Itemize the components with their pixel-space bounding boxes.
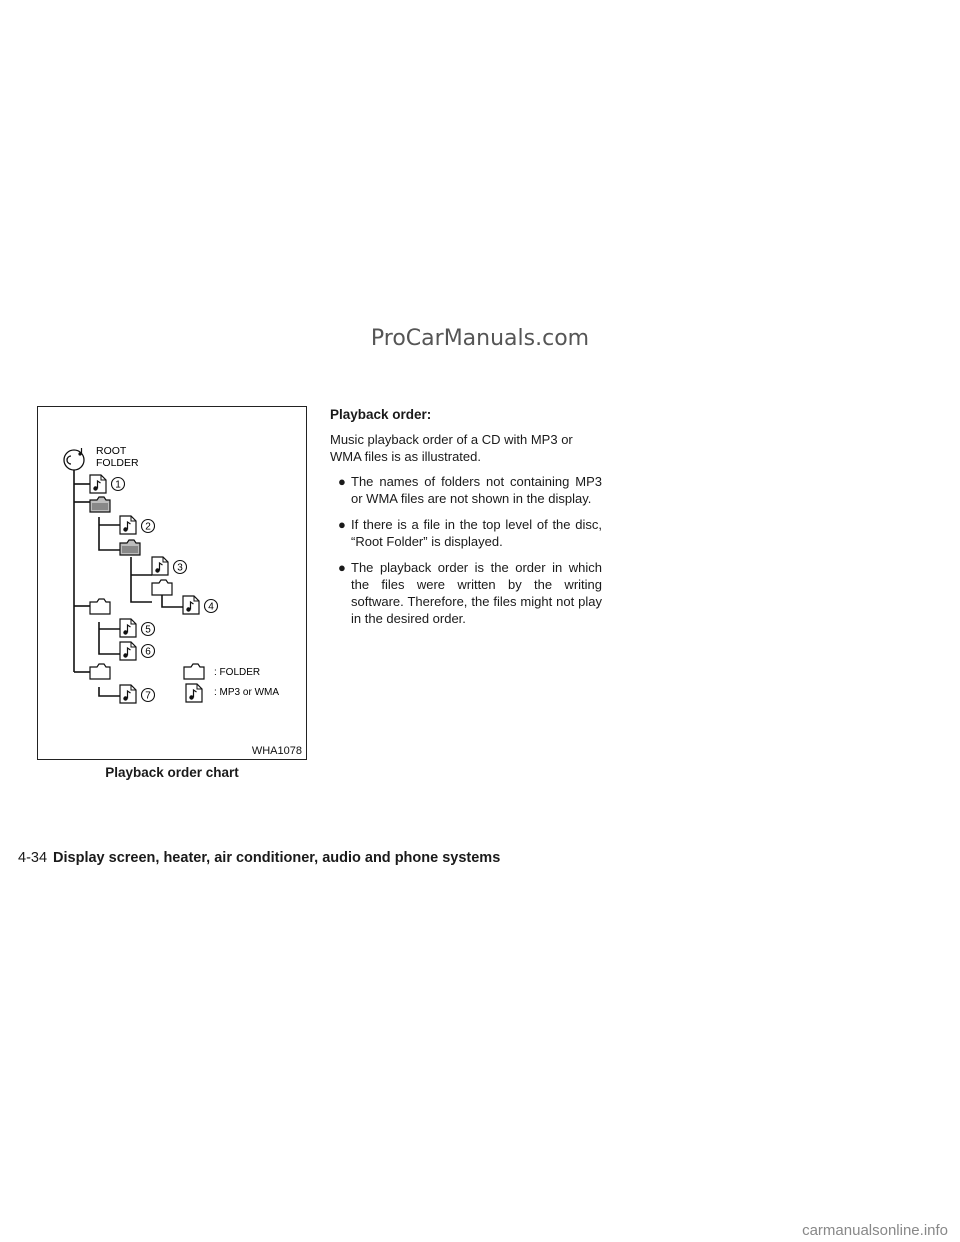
mp3-file-icon <box>120 516 136 534</box>
list-item-text: The names of folders not containing MP3 or WMA files are not shown in the display. <box>351 474 602 506</box>
mp3-file-icon <box>120 642 136 660</box>
list-item-text: The playback order is the order in which the files were written by the writing software. Therefore, the files might not play in the desired order. <box>351 560 602 626</box>
figure-caption: Playback order chart <box>105 765 239 780</box>
playback-tree-diagram <box>38 407 308 761</box>
folder-icon <box>90 664 110 679</box>
folder-icon <box>120 540 140 555</box>
playback-order-figure <box>37 406 307 760</box>
mp3-file-icon <box>120 619 136 637</box>
root-label-line1: ROOT <box>96 445 127 457</box>
track-number-5: 5 <box>145 624 151 636</box>
root-label-line2: FOLDER <box>96 457 139 469</box>
folder-icon <box>152 580 172 595</box>
intro-paragraph: Music playback order of a CD with MP3 or WMA files is as illustrated. <box>330 432 573 464</box>
chapter-title: Display screen, heater, air conditioner, audio and phone systems <box>53 850 501 866</box>
figure-code: WHA1078 <box>251 745 302 757</box>
legend-file-label: : MP3 or WMA <box>214 687 280 698</box>
text-column <box>330 406 602 636</box>
track-number-6: 6 <box>145 646 151 658</box>
folder-icon <box>90 599 110 614</box>
legend-folder-label: : FOLDER <box>214 667 261 678</box>
track-number-3: 3 <box>177 562 183 574</box>
watermark-bottom: carmanualsonline.info <box>802 1222 948 1239</box>
bullet-icon: ● <box>338 560 346 575</box>
list-item <box>330 473 602 507</box>
track-number-1: 1 <box>115 479 121 491</box>
bullet-list <box>330 473 602 627</box>
page-number: 4-34 <box>18 850 48 866</box>
folder-icon <box>90 497 110 512</box>
track-number-7: 7 <box>145 690 151 702</box>
mp3-file-icon <box>183 596 199 614</box>
track-number-2: 2 <box>145 521 151 533</box>
mp3-file-icon <box>120 685 136 703</box>
track-number-4: 4 <box>208 601 214 613</box>
section-heading: Playback order: <box>330 407 432 422</box>
bullet-icon: ● <box>338 474 346 489</box>
root-disc-icon <box>64 448 84 470</box>
page-footer <box>18 850 500 866</box>
list-item-text: If there is a file in the top level of the disc, “Root Folder” is displayed. <box>351 517 602 549</box>
mp3-file-icon <box>152 557 168 575</box>
watermark-top: ProCarManuals.com <box>370 326 590 351</box>
mp3-file-icon <box>90 475 106 493</box>
list-item <box>330 516 602 550</box>
legend-folder-icon <box>184 664 204 679</box>
bullet-icon: ● <box>338 517 346 532</box>
list-item <box>330 559 602 627</box>
legend-file-icon <box>186 684 202 702</box>
